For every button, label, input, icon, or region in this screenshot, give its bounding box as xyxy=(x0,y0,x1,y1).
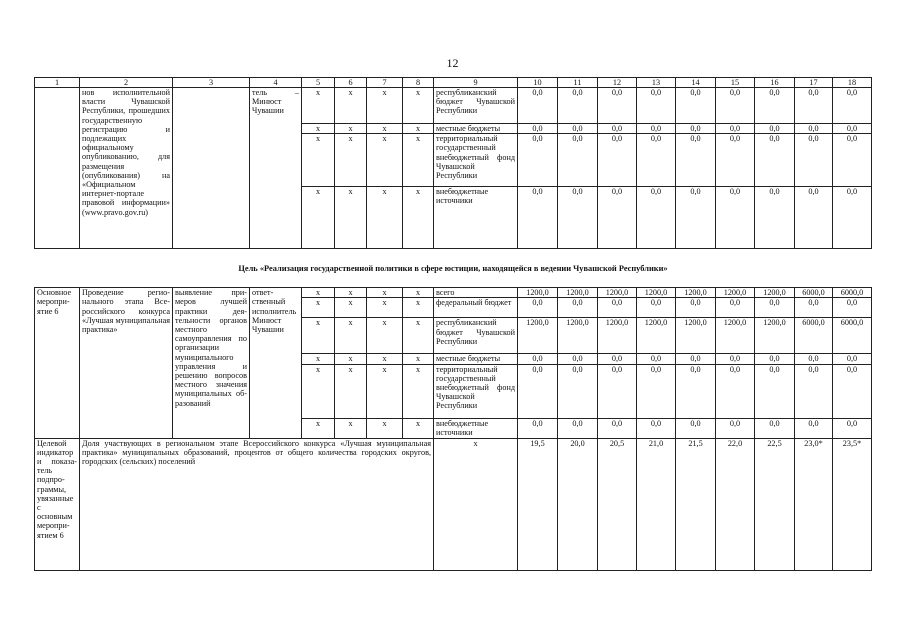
value-cell: 0,0 xyxy=(755,298,795,318)
header-cell: 2 xyxy=(80,78,173,88)
code-cell: x xyxy=(302,298,335,318)
funding-source: внебюджетные источники xyxy=(434,418,518,438)
table-row xyxy=(35,88,872,124)
value-cell: 0,0 xyxy=(795,88,833,124)
header-cell: 10 xyxy=(518,78,558,88)
value-cell: 0,0 xyxy=(755,364,795,418)
header-cell: 6 xyxy=(335,78,367,88)
value-cell: 0,0 xyxy=(716,418,755,438)
code-cell: x xyxy=(302,88,335,124)
value-cell: 0,0 xyxy=(755,354,795,364)
value-cell: 1200,0 xyxy=(716,318,755,354)
cont-col1 xyxy=(35,88,80,249)
value-cell: 0,0 xyxy=(598,418,637,438)
value-cell: 0,0 xyxy=(833,354,872,364)
code-cell: x xyxy=(302,124,335,134)
value-cell: 0,0 xyxy=(676,187,716,249)
header-cell: 17 xyxy=(795,78,833,88)
code-cell: x xyxy=(403,134,434,187)
header-cell: 3 xyxy=(173,78,250,88)
code-cell: x xyxy=(403,288,434,298)
code-cell: x xyxy=(367,354,403,364)
value-cell: 0,0 xyxy=(716,134,755,187)
code-cell: x xyxy=(335,124,367,134)
event-goal: выявление примеров лучшей практики деятельности органов местного самоуправления по организации муниципального управления и решению вопросов местного значения муниципальных образований xyxy=(173,288,250,438)
funding-source: всего xyxy=(434,288,518,298)
code-cell: x xyxy=(302,354,335,364)
header-cell: 9 xyxy=(434,78,518,88)
code-cell: x xyxy=(403,88,434,124)
header-cell: 14 xyxy=(676,78,716,88)
indicator-value: 23,5* xyxy=(833,438,872,570)
value-cell: 1200,0 xyxy=(558,288,598,298)
value-cell: 0,0 xyxy=(637,364,676,418)
value-cell: 0,0 xyxy=(795,418,833,438)
value-cell: 1200,0 xyxy=(637,318,676,354)
value-cell: 1200,0 xyxy=(518,318,558,354)
indicator-value: 19,5 xyxy=(518,438,558,570)
value-cell: 6000,0 xyxy=(833,288,872,298)
value-cell: 0,0 xyxy=(795,134,833,187)
value-cell: 0,0 xyxy=(518,124,558,134)
value-cell: 0,0 xyxy=(518,364,558,418)
value-cell: 1200,0 xyxy=(598,318,637,354)
value-cell: 0,0 xyxy=(637,134,676,187)
value-cell: 0,0 xyxy=(676,124,716,134)
indicator-value: 20,0 xyxy=(558,438,598,570)
value-cell: 0,0 xyxy=(598,364,637,418)
value-cell: 0,0 xyxy=(598,298,637,318)
value-cell: 0,0 xyxy=(518,298,558,318)
value-cell: 0,0 xyxy=(558,187,598,249)
value-cell: 0,0 xyxy=(833,124,872,134)
code-cell: x xyxy=(335,134,367,187)
value-cell: 0,0 xyxy=(795,354,833,364)
value-cell: 0,0 xyxy=(558,124,598,134)
indicator-row xyxy=(35,438,872,570)
value-cell: 0,0 xyxy=(716,124,755,134)
indicator-value: 20,5 xyxy=(598,438,637,570)
value-cell: 0,0 xyxy=(755,124,795,134)
header-cell: 12 xyxy=(598,78,637,88)
code-cell: x xyxy=(403,318,434,354)
value-cell: 0,0 xyxy=(716,364,755,418)
code-cell: x xyxy=(403,124,434,134)
value-cell: 0,0 xyxy=(833,134,872,187)
indicator-text: Доля участвующих в региональном этапе Всероссийского конкурса «Лучшая муниципальная практика» муниципальных образований, процентов от общего количества городских округов, городских (сельских) поселений xyxy=(80,438,434,570)
value-cell: 0,0 xyxy=(676,418,716,438)
code-cell: x xyxy=(335,318,367,354)
header-cell: 7 xyxy=(367,78,403,88)
event-label: Основное мероприятие 6 xyxy=(35,288,80,438)
value-cell: 0,0 xyxy=(833,418,872,438)
value-cell: 0,0 xyxy=(833,364,872,418)
indicator-value: 23,0* xyxy=(795,438,833,570)
code-cell: x xyxy=(335,354,367,364)
indicator-value: 22,0 xyxy=(716,438,755,570)
code-cell: x xyxy=(367,134,403,187)
code-cell: x xyxy=(335,298,367,318)
value-cell: 0,0 xyxy=(637,88,676,124)
value-cell: 6000,0 xyxy=(795,318,833,354)
code-cell: x xyxy=(367,124,403,134)
value-cell: 1200,0 xyxy=(558,318,598,354)
page-number: 12 xyxy=(446,56,459,70)
value-cell: 6000,0 xyxy=(833,318,872,354)
header-row xyxy=(35,78,872,88)
value-cell: 0,0 xyxy=(755,187,795,249)
funding-source: местные бюджеты xyxy=(434,124,518,134)
value-cell: 1200,0 xyxy=(518,288,558,298)
cont-col3 xyxy=(173,88,250,249)
value-cell: 0,0 xyxy=(518,134,558,187)
code-cell: x xyxy=(302,134,335,187)
indicator-value: 21,0 xyxy=(637,438,676,570)
value-cell: 0,0 xyxy=(716,354,755,364)
code-cell: x xyxy=(367,364,403,418)
value-cell: 0,0 xyxy=(558,134,598,187)
value-cell: 0,0 xyxy=(637,354,676,364)
value-cell: 0,0 xyxy=(598,134,637,187)
value-cell: 0,0 xyxy=(795,364,833,418)
code-cell: x xyxy=(335,88,367,124)
indicator-code: x xyxy=(434,438,518,570)
value-cell: 0,0 xyxy=(676,88,716,124)
value-cell: 1200,0 xyxy=(637,288,676,298)
value-cell: 1200,0 xyxy=(676,318,716,354)
value-cell: 0,0 xyxy=(716,187,755,249)
header-cell: 8 xyxy=(403,78,434,88)
code-cell: x xyxy=(403,354,434,364)
value-cell: 0,0 xyxy=(558,354,598,364)
funding-source: республиканский бюджет Чувашской Республики xyxy=(434,88,518,124)
value-cell: 0,0 xyxy=(676,134,716,187)
funding-source: федеральный бюджет xyxy=(434,298,518,318)
event-executor: ответственный исполнитель Минюст Чувашии xyxy=(250,288,302,438)
value-cell: 1200,0 xyxy=(676,288,716,298)
code-cell: x xyxy=(403,298,434,318)
value-cell: 6000,0 xyxy=(795,288,833,298)
code-cell: x xyxy=(367,88,403,124)
value-cell: 0,0 xyxy=(795,124,833,134)
header-cell: 16 xyxy=(755,78,795,88)
header-cell: 15 xyxy=(716,78,755,88)
value-cell: 0,0 xyxy=(833,298,872,318)
code-cell: x xyxy=(335,187,367,249)
indicator-value: 22,5 xyxy=(755,438,795,570)
value-cell: 0,0 xyxy=(598,124,637,134)
funding-source: территориальный государственный внебюджетный фонд Чувашской Республики xyxy=(434,364,518,418)
goal-heading: Цель «Реализация государственной политики в сфере юстиции, находящейся в ведении Чувашской Республики» xyxy=(238,263,668,273)
code-cell: x xyxy=(335,288,367,298)
value-cell: 1200,0 xyxy=(755,288,795,298)
cont-executor: тель – Минюст Чувашии xyxy=(250,88,302,249)
value-cell: 0,0 xyxy=(755,88,795,124)
indicator-value: 21,5 xyxy=(676,438,716,570)
code-cell: x xyxy=(367,187,403,249)
code-cell: x xyxy=(403,187,434,249)
value-cell: 0,0 xyxy=(518,418,558,438)
funding-source: местные бюджеты xyxy=(434,354,518,364)
value-cell: 0,0 xyxy=(755,134,795,187)
value-cell: 0,0 xyxy=(676,298,716,318)
funding-source: внебюджетные источники xyxy=(434,187,518,249)
code-cell: x xyxy=(335,364,367,418)
value-cell: 0,0 xyxy=(676,364,716,418)
header-cell: 4 xyxy=(250,78,302,88)
value-cell: 1200,0 xyxy=(755,318,795,354)
value-cell: 1200,0 xyxy=(716,288,755,298)
code-cell: x xyxy=(302,418,335,438)
goal-row xyxy=(35,249,872,288)
code-cell: x xyxy=(367,418,403,438)
code-cell: x xyxy=(367,318,403,354)
code-cell: x xyxy=(367,298,403,318)
code-cell: x xyxy=(302,318,335,354)
code-cell: x xyxy=(302,187,335,249)
value-cell: 0,0 xyxy=(637,418,676,438)
funding-source: республиканский бюджет Чувашской Республики xyxy=(434,318,518,354)
code-cell: x xyxy=(302,288,335,298)
indicator-label: Целевой индикатор и показатель подпрограммы, увязанные с основным мероприятием 6 xyxy=(35,438,80,570)
value-cell: 0,0 xyxy=(676,354,716,364)
code-cell: x xyxy=(403,418,434,438)
value-cell: 0,0 xyxy=(598,88,637,124)
value-cell: 0,0 xyxy=(795,298,833,318)
program-table xyxy=(34,77,872,571)
value-cell: 0,0 xyxy=(637,298,676,318)
value-cell: 0,0 xyxy=(558,298,598,318)
value-cell: 0,0 xyxy=(598,354,637,364)
header-cell: 1 xyxy=(35,78,80,88)
cont-activity-text: нов исполнительной власти Чувашской Республики, прошедших государственную регистрацию и подлежащих официальному опубликованию, для размещения (опубликования) на «Официальном интернет-портале правовой информации» (www.pravo.gov.ru) xyxy=(80,88,173,249)
value-cell: 0,0 xyxy=(518,187,558,249)
code-cell: x xyxy=(302,364,335,418)
value-cell: 0,0 xyxy=(518,354,558,364)
value-cell: 0,0 xyxy=(558,364,598,418)
value-cell: 0,0 xyxy=(518,88,558,124)
value-cell: 0,0 xyxy=(833,88,872,124)
value-cell: 0,0 xyxy=(637,124,676,134)
value-cell: 0,0 xyxy=(558,418,598,438)
funding-source: территориальный государственный внебюджетный фонд Чувашской Республики xyxy=(434,134,518,187)
table-row xyxy=(35,288,872,298)
header-cell: 18 xyxy=(833,78,872,88)
value-cell: 0,0 xyxy=(637,187,676,249)
value-cell: 0,0 xyxy=(795,187,833,249)
header-cell: 13 xyxy=(637,78,676,88)
value-cell: 1200,0 xyxy=(598,288,637,298)
code-cell: x xyxy=(403,364,434,418)
code-cell: x xyxy=(367,288,403,298)
value-cell: 0,0 xyxy=(755,418,795,438)
event-title: Проведение регионального этапа Всероссийского конкурса «Лучшая муниципальная практика» xyxy=(80,288,173,438)
value-cell: 0,0 xyxy=(833,187,872,249)
value-cell: 0,0 xyxy=(716,88,755,124)
header-cell: 5 xyxy=(302,78,335,88)
value-cell: 0,0 xyxy=(558,88,598,124)
value-cell: 0,0 xyxy=(598,187,637,249)
value-cell: 0,0 xyxy=(716,298,755,318)
code-cell: x xyxy=(335,418,367,438)
header-cell: 11 xyxy=(558,78,598,88)
